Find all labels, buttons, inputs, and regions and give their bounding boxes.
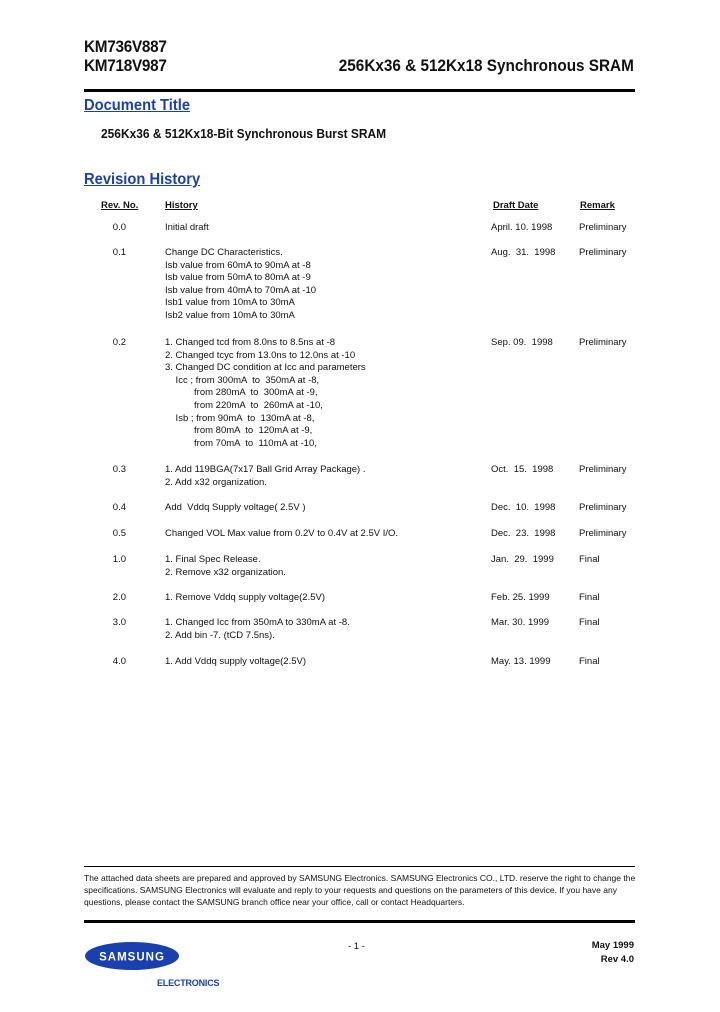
draft-date: May. 13. 1999 [491,656,551,667]
rev-number: 4.0 [112,656,126,667]
draft-date: April. 10. 1998 [491,222,553,233]
col-header-remark: Remark [580,200,615,211]
page-number: - 1 - [348,941,365,952]
history-line: Changed VOL Max value from 0.2V to 0.4V at 2.5V I/O. [165,528,399,539]
footer-date-rev [592,939,634,967]
draft-date: Aug. 31. 1998 [491,247,556,258]
remark: Preliminary [579,337,627,348]
history-cell [165,617,350,642]
rev-number: 0.4 [112,502,126,513]
document-title-text: 256Kx36 & 512Kx18-Bit Synchronous Burst SRAM [101,126,387,141]
footer-rule-top [84,866,635,867]
history-cell [165,502,305,515]
history-cell [165,464,365,489]
remark: Preliminary [579,464,627,475]
history-cell [165,528,398,541]
history-line: 2. Changed tcyc from 13.0ns to 12.0ns at -10 [165,349,356,361]
history-line: from 70mA to 110mA at -10, [165,437,317,449]
remark: Final [579,656,600,667]
history-line: Isb1 value from 10mA to 30mA [165,297,295,309]
revision-history-heading: Revision History [84,171,201,188]
rev-number: 0.5 [112,528,126,539]
history-cell [165,554,286,579]
col-header-date: Draft Date [493,200,539,211]
history-line: Isb value from 40mA to 70mA at -10 [165,284,317,296]
rev-number: 2.0 [112,592,126,603]
history-line: Isb2 value from 10mA to 30mA [165,309,295,321]
history-line: from 80mA to 120mA at -9, [165,425,313,437]
history-line: 1. Remove Vddq supply voltage(2.5V) [165,592,326,603]
history-line: 2. Remove x32 organization. [165,566,286,578]
remark: Final [579,554,600,565]
col-header-rev: Rev. No. [101,200,139,211]
samsung-logo [84,941,180,971]
history-line: Isb ; from 90mA to 130mA at -8, [165,412,315,424]
history-line: Initial draft [165,222,209,233]
rev-number: 0.0 [112,222,126,233]
logo-text: SAMSUNG [99,951,165,964]
history-line: 3. Changed DC condition at Icc and parameters [165,362,366,374]
draft-date: Mar. 30. 1999 [491,617,550,628]
remark: Preliminary [579,222,627,233]
remark: Final [579,592,600,603]
col-header-history: History [165,200,198,211]
logo-subtext: ELECTRONICS [157,978,220,988]
history-line: Isb value from 60mA to 90mA at -8 [165,259,311,271]
history-line: Icc ; from 300mA to 350mA at -8, [165,374,320,386]
rev-number: 0.3 [112,464,126,475]
history-line: 1. Changed tcd from 8.0ns to 8.5ns at -8 [165,337,336,348]
part-number-2: KM718V987 [84,56,167,75]
history-line: from 280mA to 300mA at -9, [165,387,318,399]
remark: Final [579,617,600,628]
history-cell [165,247,316,323]
draft-date: Dec. 10. 1998 [491,502,556,513]
draft-date: Oct. 15. 1998 [491,464,554,475]
history-line: Isb value from 50mA to 80mA at -9 [165,272,311,284]
remark: Preliminary [579,528,627,539]
history-line: Add Vddq Supply voltage( 2.5V ) [165,502,306,513]
header-subtitle: 256Kx36 & 512Kx18 Synchronous SRAM [338,56,634,75]
history-line: from 220mA to 260mA at -10, [165,399,323,411]
remark: Preliminary [579,502,627,513]
history-line: 2. Add bin -7. (tCD 7.5ns). [165,629,275,641]
history-line: 1. Changed Icc from 350mA to 330mA at -8. [165,617,350,628]
history-line: 1. Final Spec Release. [165,554,261,565]
rev-number: 0.1 [112,247,126,258]
rev-number: 3.0 [112,617,126,628]
history-line: Change DC Characteristics. [165,247,283,258]
history-line: 1. Add 119BGA(7x17 Ball Grid Array Package) . [165,464,366,475]
header-rule [84,89,635,92]
part-number-1: KM736V887 [84,37,167,56]
footer-date: May 1999 [591,940,634,951]
draft-date: Feb. 25. 1999 [491,592,550,603]
history-cell [165,337,366,450]
draft-date: Jan. 29. 1999 [491,554,554,565]
draft-date: Dec. 23. 1998 [491,528,556,539]
document-title-heading: Document Title [84,97,191,114]
draft-date: Sep. 09. 1998 [491,337,553,348]
history-cell [165,222,209,235]
history-cell [165,656,306,669]
history-line: 2. Add x32 organization. [165,476,267,488]
remark: Preliminary [579,247,627,258]
footer-rev: Rev 4.0 [600,954,634,965]
footer-note: The attached data sheets are prepared and approved by SAMSUNG Electronics. SAMSUNG Electronics CO., LTD. reserve the right to change the specifications. SAMSUNG Electronics will evaluate and reply to your requests and questions on the parameters of this device. If you have any questions, please contact the SAMSUNG branch office near your office, call or contact Headquarters. [84,873,636,907]
rev-number: 0.2 [112,337,126,348]
footer-rule [84,920,635,923]
history-line: 1. Add Vddq supply voltage(2.5V) [165,656,307,667]
history-cell [165,592,325,605]
rev-number: 1.0 [112,554,126,565]
